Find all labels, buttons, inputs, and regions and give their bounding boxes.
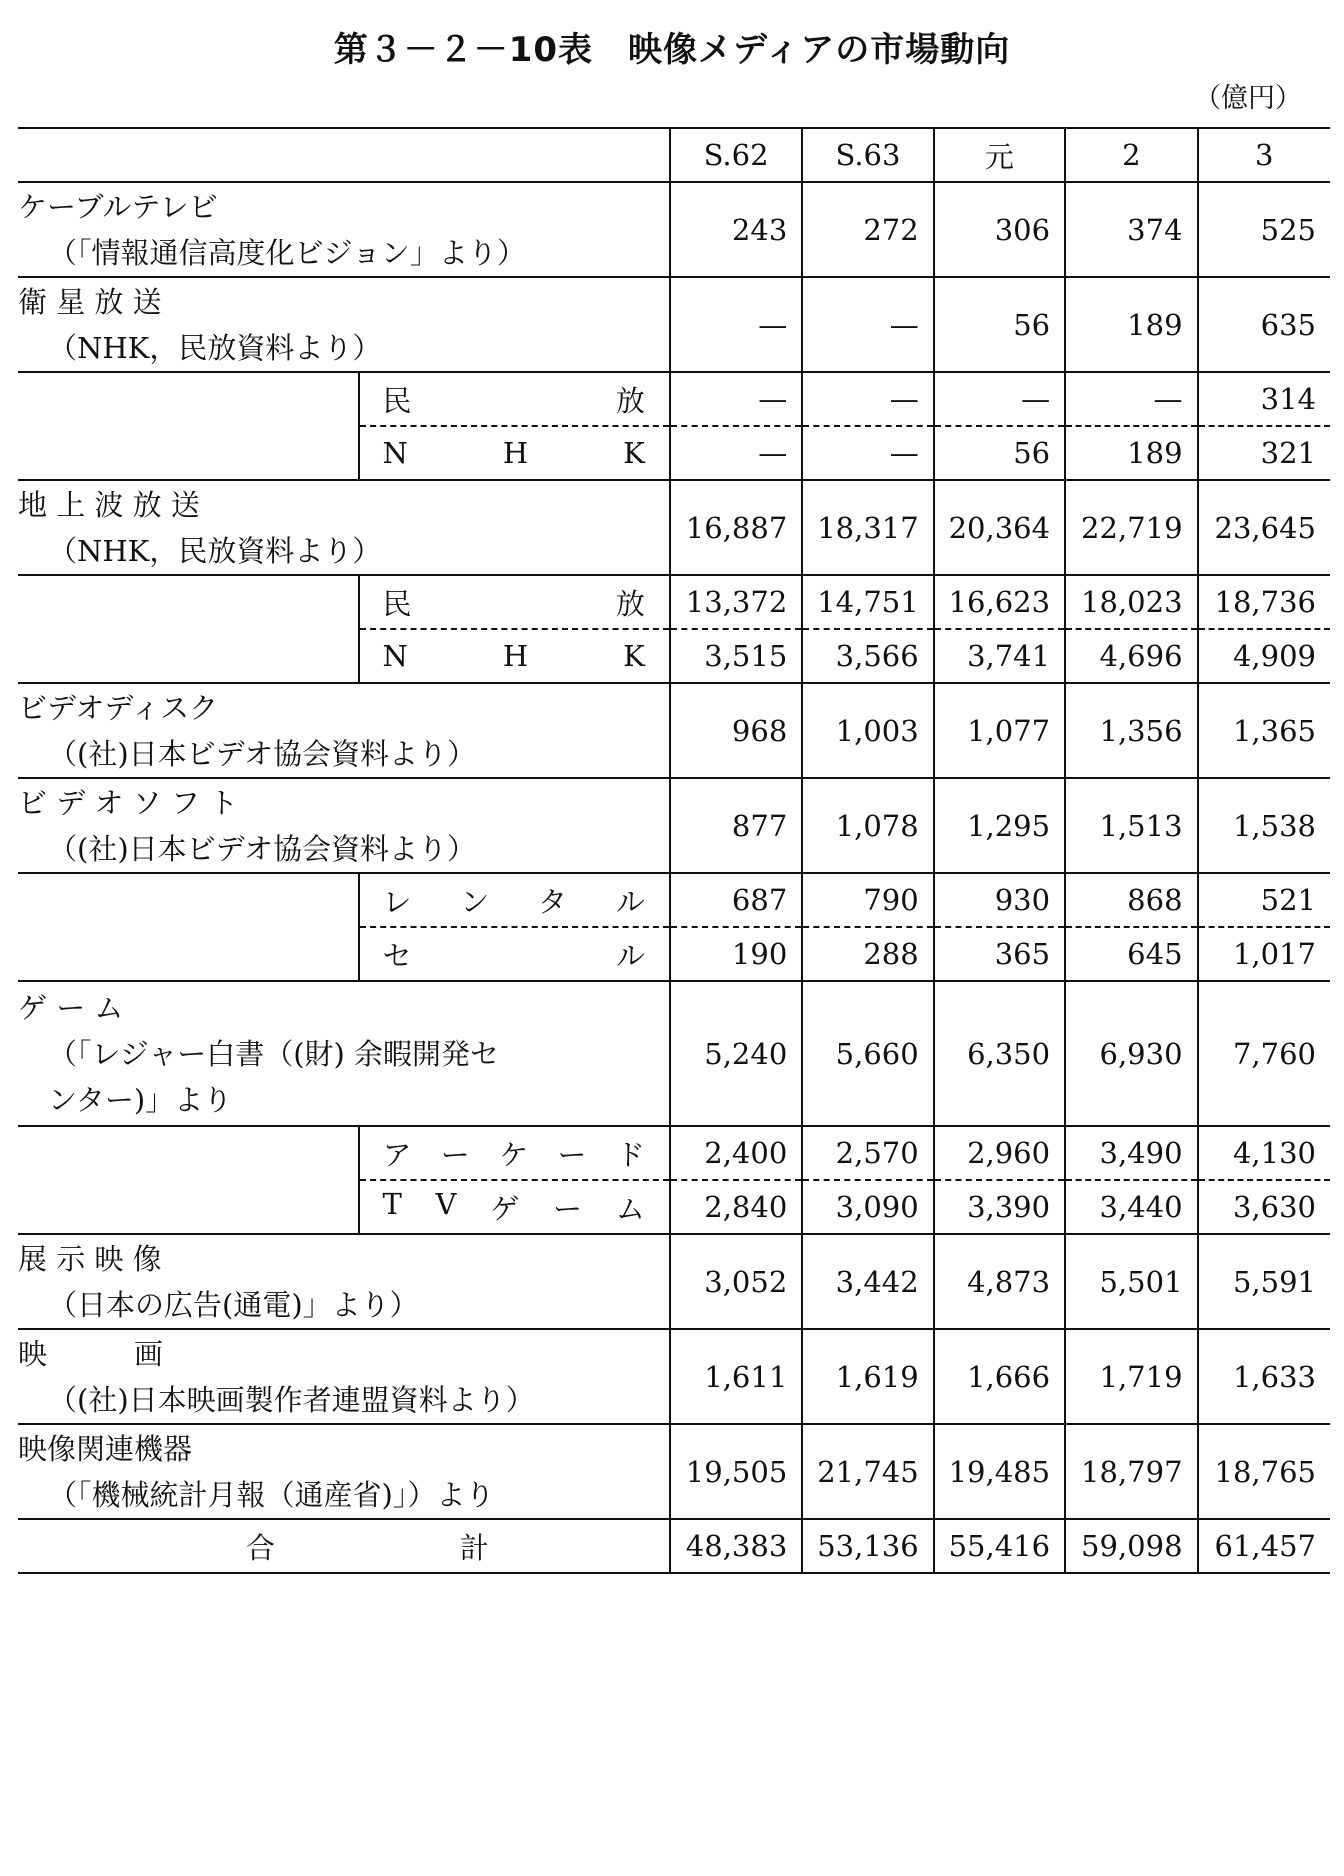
value-cell: 13,372 xyxy=(670,575,802,629)
value-cell: 306 xyxy=(934,182,1065,277)
value-cell: 968 xyxy=(670,683,802,778)
value-cell: 59,098 xyxy=(1065,1519,1197,1573)
total-label-char: 計 xyxy=(459,1530,489,1565)
row-label-cell xyxy=(18,277,670,372)
value-cell: 521 xyxy=(1198,873,1330,927)
blank-cell xyxy=(18,927,359,981)
value-cell: — xyxy=(670,372,802,426)
value-cell: 4,130 xyxy=(1198,1126,1330,1180)
unit-label: （億円） xyxy=(1194,83,1302,114)
table-row xyxy=(18,981,1330,1126)
sub-row xyxy=(18,927,1330,981)
table-row xyxy=(18,480,1330,575)
table-title: 第３－２－10表 映像メディアの市場動向 xyxy=(333,30,1011,70)
total-label-char: 合 xyxy=(246,1530,276,1565)
table-row xyxy=(18,778,1330,873)
value-cell: 1,538 xyxy=(1198,778,1330,873)
sub-label-char: K xyxy=(623,436,645,470)
value-cell: 56 xyxy=(934,277,1065,372)
sub-label-char: ア xyxy=(382,1137,412,1172)
total-label-cell xyxy=(18,1519,670,1573)
value-cell: 1,295 xyxy=(934,778,1065,873)
value-cell: 635 xyxy=(1198,277,1330,372)
value-cell: — xyxy=(802,372,933,426)
source-label: （(社)日本ビデオ協会資料より） xyxy=(48,831,477,866)
category-label: ビ デ オ ソ フ ト xyxy=(18,785,239,820)
value-cell: 4,873 xyxy=(934,1234,1065,1329)
value-cell: 56 xyxy=(934,426,1065,480)
value-cell: 1,633 xyxy=(1198,1329,1330,1424)
value-cell: 3,390 xyxy=(934,1180,1065,1234)
value-cell: 525 xyxy=(1198,182,1330,277)
value-cell: 1,619 xyxy=(802,1329,933,1424)
value-cell: 930 xyxy=(934,873,1065,927)
blank-cell xyxy=(18,873,359,927)
value-cell: 2,840 xyxy=(670,1180,802,1234)
value-cell: 190 xyxy=(670,927,802,981)
table-row xyxy=(18,277,1330,372)
value-cell: 20,364 xyxy=(934,480,1065,575)
row-label-cell xyxy=(18,1424,670,1519)
table-row xyxy=(18,1329,1330,1424)
sub-label-char: 放 xyxy=(615,586,645,621)
column-header: 元 xyxy=(934,128,1065,182)
value-cell: 1,356 xyxy=(1065,683,1197,778)
value-cell: 314 xyxy=(1198,372,1330,426)
sub-label-char: ー xyxy=(553,1191,583,1226)
value-cell: — xyxy=(802,277,933,372)
table-row xyxy=(18,1424,1330,1519)
value-cell: 1,365 xyxy=(1198,683,1330,778)
sub-row xyxy=(18,873,1330,927)
value-cell: 877 xyxy=(670,778,802,873)
value-cell: 687 xyxy=(670,873,802,927)
value-cell: — xyxy=(670,277,802,372)
table-row xyxy=(18,683,1330,778)
sub-label-char: ゲ xyxy=(490,1191,520,1226)
row-label-cell xyxy=(18,683,670,778)
header-label-cell xyxy=(18,128,670,182)
row-label-cell xyxy=(18,778,670,873)
sub-label-cell xyxy=(359,575,669,629)
value-cell: 3,440 xyxy=(1065,1180,1197,1234)
category-label: 映 画 xyxy=(18,1336,164,1371)
row-label-cell xyxy=(18,1329,670,1424)
sub-label-char: H xyxy=(502,436,529,470)
value-cell: 16,887 xyxy=(670,480,802,575)
value-cell: 4,909 xyxy=(1198,629,1330,683)
value-cell: 7,760 xyxy=(1198,981,1330,1126)
sub-label-char: H xyxy=(502,639,529,673)
value-cell: 272 xyxy=(802,182,933,277)
value-cell: 3,052 xyxy=(670,1234,802,1329)
source-label: （「情報通信高度化ビジョン」より） xyxy=(48,235,526,270)
value-cell: 645 xyxy=(1065,927,1197,981)
table-row xyxy=(18,1234,1330,1329)
sub-label-cell xyxy=(359,927,669,981)
value-cell: 18,797 xyxy=(1065,1424,1197,1519)
sub-row xyxy=(18,426,1330,480)
sub-label-cell xyxy=(359,1180,669,1234)
value-cell: 3,741 xyxy=(934,629,1065,683)
row-label-cell xyxy=(18,1234,670,1329)
source-label: （NHK，民放資料より） xyxy=(48,330,382,365)
blank-cell xyxy=(18,575,359,629)
sub-label xyxy=(382,1133,644,1174)
value-cell: 19,485 xyxy=(934,1424,1065,1519)
value-cell: 189 xyxy=(1065,277,1197,372)
sub-label-char: タ xyxy=(538,884,568,919)
value-cell: 243 xyxy=(670,182,802,277)
blank-cell xyxy=(18,372,359,426)
value-cell: 2,400 xyxy=(670,1126,802,1180)
column-header: 3 xyxy=(1198,128,1330,182)
table-row xyxy=(18,182,1330,277)
value-cell: 1,611 xyxy=(670,1329,802,1424)
sub-label-char: 放 xyxy=(615,383,645,418)
sub-label-cell xyxy=(359,372,669,426)
sub-label-char: ド xyxy=(615,1137,645,1172)
value-cell: 6,350 xyxy=(934,981,1065,1126)
blank-cell xyxy=(18,1126,359,1180)
value-cell: 5,501 xyxy=(1065,1234,1197,1329)
sub-label xyxy=(382,934,644,975)
value-cell: 189 xyxy=(1065,426,1197,480)
sub-label-char: ー xyxy=(440,1137,470,1172)
value-cell: 14,751 xyxy=(802,575,933,629)
value-cell: — xyxy=(1065,372,1197,426)
value-cell: 3,630 xyxy=(1198,1180,1330,1234)
sub-label-char: 民 xyxy=(382,586,412,621)
sub-label xyxy=(382,436,644,470)
value-cell: — xyxy=(934,372,1065,426)
category-label: 展 示 映 像 xyxy=(18,1241,162,1276)
value-cell: 3,442 xyxy=(802,1234,933,1329)
source-label: （(社)日本ビデオ協会資料より） xyxy=(48,736,477,771)
source-label: （「機械統計月報（通産省)」）より xyxy=(48,1477,495,1512)
sub-label-char: K xyxy=(623,639,645,673)
category-label: 地 上 波 放 送 xyxy=(18,487,200,522)
column-header: S.62 xyxy=(670,128,802,182)
value-cell: 61,457 xyxy=(1198,1519,1330,1573)
blank-cell xyxy=(18,426,359,480)
header-row xyxy=(18,128,1330,182)
category-label: ビデオディスク xyxy=(18,690,219,725)
value-cell: 3,490 xyxy=(1065,1126,1197,1180)
value-cell: 6,930 xyxy=(1065,981,1197,1126)
value-cell: 3,566 xyxy=(802,629,933,683)
sub-row xyxy=(18,1180,1330,1234)
category-label: ケーブルテレビ xyxy=(18,189,218,224)
sub-label-cell xyxy=(359,1126,669,1180)
category-label: 映像関連機器 xyxy=(18,1431,193,1466)
row-label-cell xyxy=(18,981,670,1126)
value-cell: — xyxy=(802,426,933,480)
value-cell: 21,745 xyxy=(802,1424,933,1519)
value-cell: 3,515 xyxy=(670,629,802,683)
sub-label-char: レ xyxy=(382,884,412,919)
blank-cell xyxy=(18,1180,359,1234)
value-cell: 288 xyxy=(802,927,933,981)
sub-row xyxy=(18,372,1330,426)
value-cell: — xyxy=(670,426,802,480)
value-cell: 18,765 xyxy=(1198,1424,1330,1519)
value-cell: 3,090 xyxy=(802,1180,933,1234)
blank-cell xyxy=(18,629,359,683)
sub-label-char: ル xyxy=(615,938,645,973)
sub-label xyxy=(382,582,644,623)
column-header: 2 xyxy=(1065,128,1197,182)
sub-label-char: ル xyxy=(615,884,645,919)
value-cell: 48,383 xyxy=(670,1519,802,1573)
value-cell: 5,240 xyxy=(670,981,802,1126)
sub-label-cell xyxy=(359,629,669,683)
sub-row xyxy=(18,1126,1330,1180)
value-cell: 374 xyxy=(1065,182,1197,277)
value-cell: 19,505 xyxy=(670,1424,802,1519)
sub-label-char: セ xyxy=(382,938,412,973)
value-cell: 1,666 xyxy=(934,1329,1065,1424)
value-cell: 1,719 xyxy=(1065,1329,1197,1424)
sub-label-char: ー xyxy=(557,1137,587,1172)
value-cell: 1,003 xyxy=(802,683,933,778)
row-label-cell xyxy=(18,480,670,575)
sub-row xyxy=(18,575,1330,629)
sub-label-char: ン xyxy=(460,884,490,919)
value-cell: 16,623 xyxy=(934,575,1065,629)
sub-label xyxy=(382,880,644,921)
value-cell: 1,078 xyxy=(802,778,933,873)
value-cell: 790 xyxy=(802,873,933,927)
sub-label xyxy=(382,1187,644,1228)
sub-label-cell xyxy=(359,873,669,927)
total-label xyxy=(18,1526,669,1567)
sub-label-char: ケ xyxy=(499,1137,529,1172)
value-cell: 22,719 xyxy=(1065,480,1197,575)
sub-label xyxy=(382,379,644,420)
sub-label-char: ム xyxy=(615,1191,645,1226)
value-cell: 365 xyxy=(934,927,1065,981)
sub-row xyxy=(18,629,1330,683)
total-row xyxy=(18,1519,1330,1573)
value-cell: 18,317 xyxy=(802,480,933,575)
value-cell: 321 xyxy=(1198,426,1330,480)
source-label: （(社)日本映画製作者連盟資料より） xyxy=(48,1382,535,1417)
value-cell: 53,136 xyxy=(802,1519,933,1573)
value-cell: 1,513 xyxy=(1065,778,1197,873)
value-cell: 23,645 xyxy=(1198,480,1330,575)
value-cell: 55,416 xyxy=(934,1519,1065,1573)
sub-label-char: N xyxy=(382,639,408,673)
value-cell: 4,696 xyxy=(1065,629,1197,683)
sub-label-char: 民 xyxy=(382,383,412,418)
value-cell: 18,023 xyxy=(1065,575,1197,629)
row-label-cell xyxy=(18,182,670,277)
sub-label-char: V xyxy=(435,1186,457,1221)
value-cell: 1,077 xyxy=(934,683,1065,778)
value-cell: 1,017 xyxy=(1198,927,1330,981)
value-cell: 2,960 xyxy=(934,1126,1065,1180)
sub-label xyxy=(382,639,644,673)
column-header: S.63 xyxy=(802,128,933,182)
sub-label-char: N xyxy=(382,436,408,470)
sub-label-cell xyxy=(359,426,669,480)
value-cell: 5,660 xyxy=(802,981,933,1126)
value-cell: 868 xyxy=(1065,873,1197,927)
market-table xyxy=(18,127,1330,1574)
sub-label-char: T xyxy=(382,1186,402,1221)
source-label: （NHK，民放資料より） xyxy=(48,533,382,568)
value-cell: 5,591 xyxy=(1198,1234,1330,1329)
category-label: 衛 星 放 送 xyxy=(18,284,162,319)
value-cell: 18,736 xyxy=(1198,575,1330,629)
source-label: （日本の広告(通電)」より） xyxy=(48,1287,419,1322)
source-label: （「レジャー白書（(財) 余暇開発センター)」より xyxy=(48,1036,500,1117)
category-label: ゲ ー ム xyxy=(18,990,124,1025)
value-cell: 2,570 xyxy=(802,1126,933,1180)
